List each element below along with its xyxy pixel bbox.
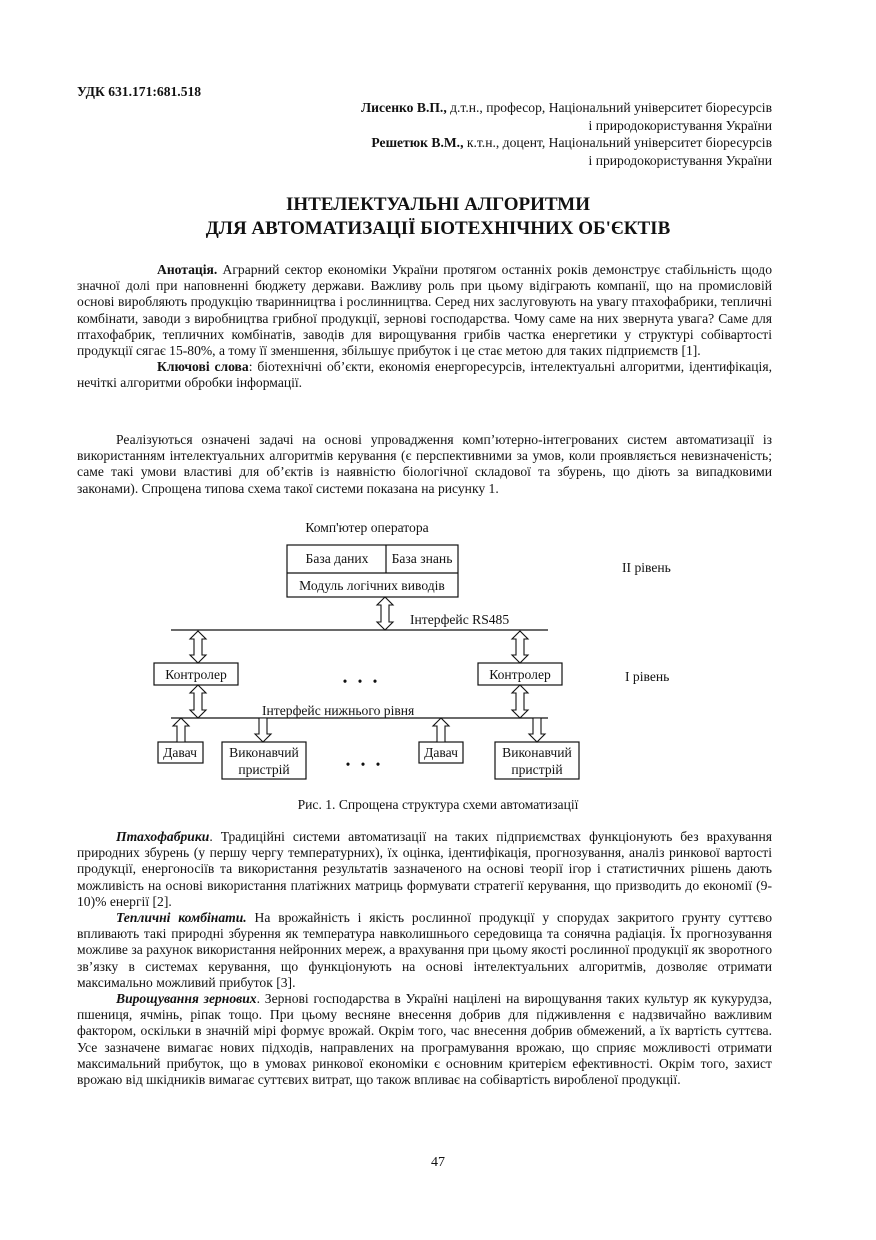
database-label: База даних <box>305 551 369 566</box>
udk-code: УДК 631.171:681.518 <box>77 84 202 99</box>
actuator-label: пристрій <box>511 762 563 777</box>
body-sections <box>77 829 772 1088</box>
actuator-label: Виконавчий <box>502 745 572 760</box>
section-paragraph <box>77 829 772 910</box>
rs485-label: Інтерфейс RS485 <box>410 612 510 627</box>
section-paragraph <box>77 910 772 991</box>
actuator-label: пристрій <box>238 762 290 777</box>
author-info: к.т.н., доцент, Національний університет біоресурсів <box>463 135 772 150</box>
abstract-text: Аграрний сектор економіки України протягом останніх років демонструє стабільність щодо значної долі при наповненні бюджету держави. Важливу роль при цьому відіграють компанії, що на промисловій основі виробляють продукцію тваринництва і рослинництва. Серед них заслуговують на увагу птахофабрики, тепличні комбінати, заводи з виробництва грибної продукції, зернові господарства. Чому саме на них звернута увага? Саме для птахофабрик, тепличних комбінатів, заводів для вирощування грибів частка енергетики у структурі собівартості продукції сягає 15-80%, а тому її зменшення, збільшує прибуток і це стає метою для таких підприємств [1]. <box>77 262 772 359</box>
abstract-label: Анотація. <box>157 262 218 277</box>
arrow-up-icon <box>173 718 189 742</box>
actuator-label: Виконавчий <box>229 745 299 760</box>
double-arrow-icon <box>190 631 206 663</box>
double-arrow-icon <box>377 597 393 630</box>
level1-label: І рівень <box>625 669 670 684</box>
double-arrow-icon <box>190 685 206 718</box>
page-number: 47 <box>431 1155 445 1170</box>
section-text: На врожайність і якість рослинної продукції у спорудах закритого грунту суттєво впливають такі природні збурення як температура навколишнього середовища та сонячна радіація. Їх прогнозування можливе за рахунок використання нейронних мереж, а врахування при цьому якості рослинної продукції як зворотного зв’язку в системах керування, що функціонують на основі інтелектуальних алгоритмів, дозволяє отримати максимально можливий прибуток [3]. <box>77 910 772 990</box>
author-name: Решетюк В.М., <box>371 135 464 150</box>
section-label: Птахофабрики <box>116 829 210 844</box>
knowledge-base-label: База знань <box>391 551 453 566</box>
lower-interface-label: Інтерфейс нижнього рівня <box>262 703 415 718</box>
section-text: . Традиційні системи автоматизації на таких підприємствах функціонують без врахування природних збурень (у першу чергу температурних), їх оцінка, ідентифікація, прогнозування, аналіз ринкової вартості продукції, енергоносіїв та використання результатів зазначеного на основі теорії ігор і статистичних рішень дають можливість на основі використання платіжних матриць формувати стратегії керування, що призводить до економії (9-10)% енергії [2]. <box>77 829 772 909</box>
section-paragraph <box>77 991 772 1088</box>
figure-caption: Рис. 1. Спрощена структура схеми автоматизації <box>297 797 579 812</box>
author-info: д.т.н., професор, Національний університет біоресурсів <box>446 100 772 115</box>
sensor-label: Давач <box>163 745 197 760</box>
double-arrow-icon <box>512 631 528 663</box>
inference-module-label: Модуль логічних виводів <box>299 578 445 593</box>
author-name: Лисенко В.П., <box>361 100 447 115</box>
controller-label: Контролер <box>165 667 227 682</box>
section-label: Тепличні комбінати. <box>116 910 247 926</box>
section-text: . Зернові господарства в Україні націлені на вирощування таких культур як кукурудза, пшениця, ячмінь, ріпак тощо. При цьому весняне внесення добрив для підживлення є надзвичайно важливим фактором, оскільки в значній мірі формує врожай. Окрім того, час внесення добрив обмежений, а їх вартість суттєва. Усе зазначене вимагає нових підходів, направлених на програмування врожаю, що сприяє можливості отримати максимальний прибуток, що в умовах ринкової економіки є основним критерієм ефективності. Окрім того, захист врожаю від шкідників вимагає суттєвих витрат, що також впливає на собівартість виробленої продукції. <box>77 991 772 1088</box>
author-affiliation: і природокористування України <box>588 152 772 168</box>
arrow-down-icon <box>255 718 271 742</box>
arrow-up-icon <box>433 718 449 742</box>
intro-paragraph: Реалізуються означені задачі на основі упровадження комп’ютерно-інтегрованих систем автоматизації із використанням інтелектуальних алгоритмів керування (є перспективними за умов, коли проявляється невизначеність; саме такі умови властиві для об’єктів із наявністю біологічної складової та збурень, що діють за випадковими законами). Спрощена типова схема такої системи показана на рисунку 1. <box>77 432 772 496</box>
title-line: ДЛЯ АВТОМАТИЗАЦІЇ БІОТЕХНІЧНИХ ОБ'ЄКТІВ <box>205 218 671 239</box>
section-label: Вирощування зернових <box>116 991 257 1007</box>
arrow-down-icon <box>529 718 545 742</box>
operator-pc-label: Комп'ютер оператора <box>305 520 429 535</box>
ellipsis-dots: • • • <box>345 757 381 772</box>
author-affiliation: і природокористування України <box>588 117 772 133</box>
controller-label: Контролер <box>489 667 551 682</box>
title-line: ІНТЕЛЕКТУАЛЬНІ АЛГОРИТМИ <box>285 194 591 215</box>
ellipsis-dots: • • • <box>342 674 378 689</box>
keywords-text: : біотехнічні об’єкти, економія енергоресурсів, інтелектуальні алгоритми, ідентифікація, нечіткі алгоритми обробки інформації. <box>77 359 772 391</box>
keywords-label: Ключові слова <box>157 359 249 375</box>
double-arrow-icon <box>512 685 528 718</box>
level2-label: II рівень <box>622 560 671 575</box>
sensor-label: Давач <box>424 745 458 760</box>
